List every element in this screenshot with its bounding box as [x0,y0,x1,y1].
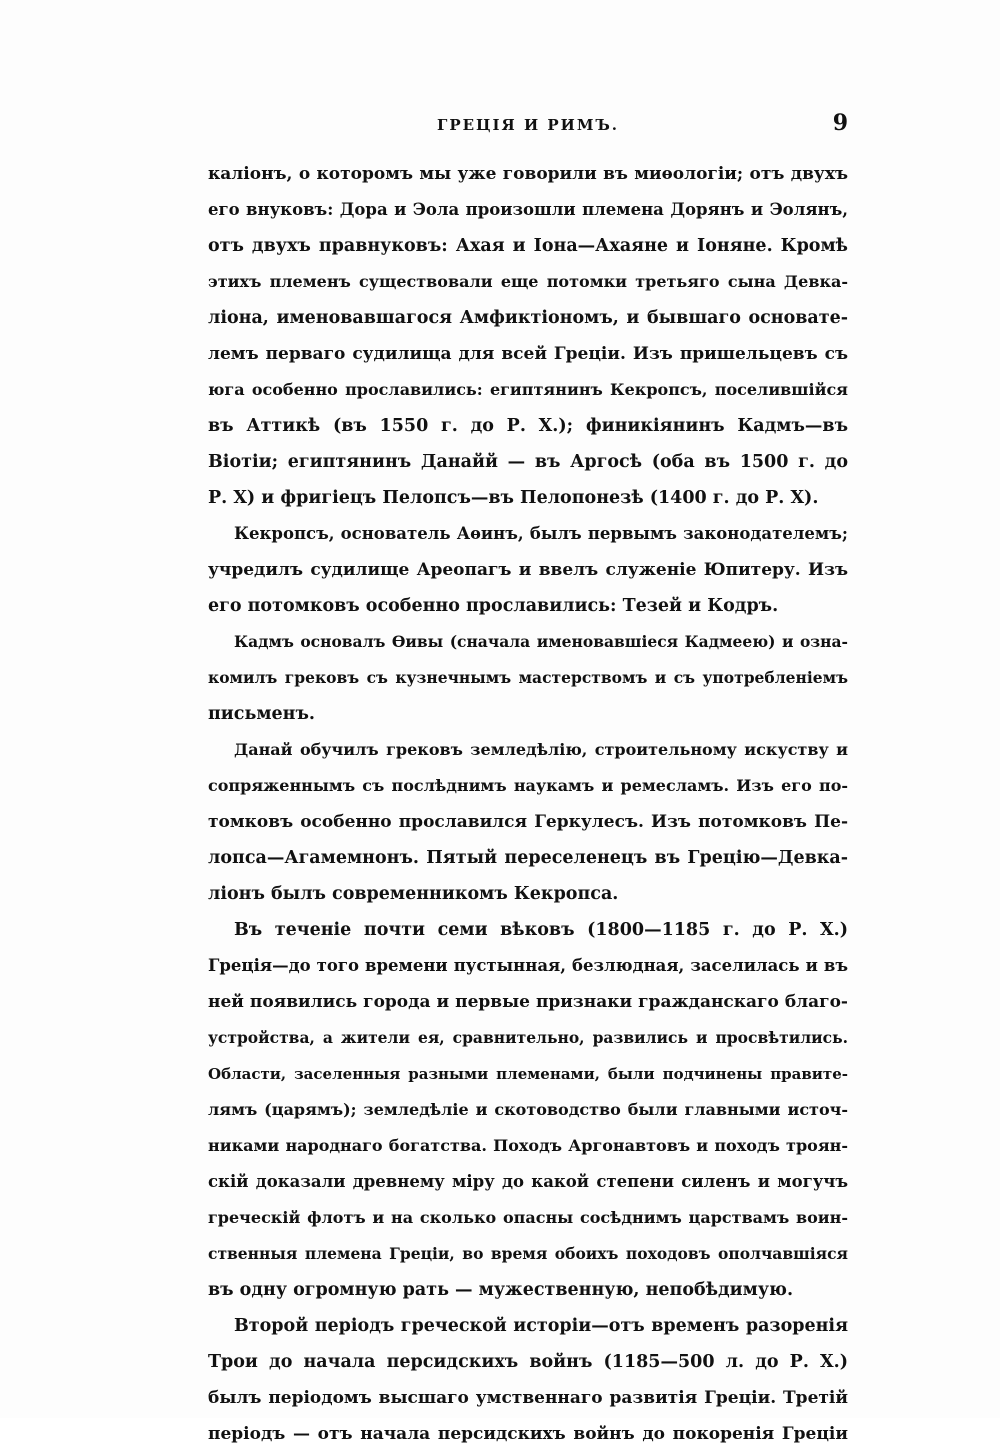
text-line: его потомковъ особенно прославились: Тезей и Кодръ. [208,596,779,616]
text-line: Данай обучилъ грековъ земледѣлію, строительному искуству и [234,740,848,759]
page-header [208,108,848,142]
text-line: въ одну огромную рать — мужественную, непобѣдимую. [208,1280,794,1300]
text-line: его внуковъ: Дора и Эола произошли племена Дорянъ и Эолянъ, [208,200,848,219]
text-line: въ Аттикѣ (въ 1550 г. до Р. Х.); финикіянинъ Кадмъ—въ [208,416,848,436]
text-line: Области, заселенныя разными племенами, были подчинены правите- [208,1065,848,1083]
text-line: ліона, именовавшагося Амфиктіономъ, и бывшаго основате- [208,308,848,328]
text-line: ней появились города и первые признаки гражданскаго благо- [208,992,848,1012]
text-line: греческій флотъ и на сколько опасны сосѣднимъ царствамъ воин- [208,1208,848,1227]
text-line: Віотіи; египтянинъ Данайй — въ Аргосѣ (оба въ 1500 г. до [208,452,848,472]
text-line: калiонъ, о которомъ мы уже говорили въ миѳологіи; отъ двухъ [208,164,848,184]
text-line: юга особенно прославились: египтянинъ Кекропсъ, поселившійся [208,380,848,399]
text-line: Греція—до того времени пустынная, безлюдная, заселилась и въ [208,956,848,975]
text-line: отъ двухъ правнуковъ: Ахая и Іона—Ахаяне и Іоняне. Кромѣ [208,236,848,256]
text-line: періодъ — отъ начала персидскихъ войнъ до покоренія Греціи [208,1424,848,1444]
text-line: ственныя племена Греціи, во время обоихъ походовъ ополчавшіяся [208,1244,848,1263]
text-line: Второй періодъ греческой исторіи—отъ временъ разоренія [234,1316,848,1336]
text-line: письменъ. [208,704,315,724]
text-line: Кадмъ основалъ Ѳивы (сначала именовавшіеся Кадмеею) и озна- [234,632,848,651]
text-line: скій доказали древнему міру до какой степени силенъ и могучъ [208,1172,848,1191]
running-title: ГРЕЦІЯ И РИМЪ. [436,116,620,134]
text-line: Р. Х) и фригіецъ Пелопсъ—въ Пелопонезѣ (1400 г. до Р. Х). [208,488,819,508]
text-line: былъ періодомъ высшаго умственнаго развитія Греціи. Третій [208,1388,848,1408]
text-line: лопса—Агамемнонъ. Пятый переселенецъ въ Грецію—Девка- [208,848,848,868]
text-line: комилъ грековъ съ кузнечнымъ мастерствомъ и съ употребленіемъ [208,668,848,687]
text-line: учредилъ судилище Ареопагъ и ввелъ служеніе Юпитеру. Изъ [208,560,848,580]
text-line: лямъ (царямъ); земледѣліе и скотоводство были главными источ- [208,1100,848,1119]
text-line: никами народнаго богатства. Походъ Аргонавтовъ и походъ троян- [208,1136,848,1155]
page-number: 9 [832,110,848,136]
text-line: Трои до начала персидскихъ войнъ (1185—500 л. до Р. Х.) [208,1352,848,1372]
text-line: лемъ перваго судилища для всей Греціи. Изъ пришельцевъ съ [208,344,848,364]
text-line: этихъ племенъ существовали еще потомки третьяго сына Девка- [208,272,848,291]
text-line: томковъ особенно прославился Геркулесъ. Изъ потомковъ Пе- [208,812,848,832]
text-line: Кекропсъ, основатель Аѳинъ, былъ первымъ законодателемъ; [234,524,848,543]
text-line: устройства, а жители ея, сравнительно, развились и просвѣтились. [208,1028,848,1047]
text-line: Въ теченіе почти семи вѣковъ (1800—1185 г. до Р. Х.) [234,920,848,940]
text-line: ліонъ былъ современникомъ Кекропса. [208,884,619,904]
text-line: сопряженнымъ съ послѣднимъ наукамъ и ремесламъ. Изъ его по- [208,776,848,795]
page-body [208,156,848,1452]
